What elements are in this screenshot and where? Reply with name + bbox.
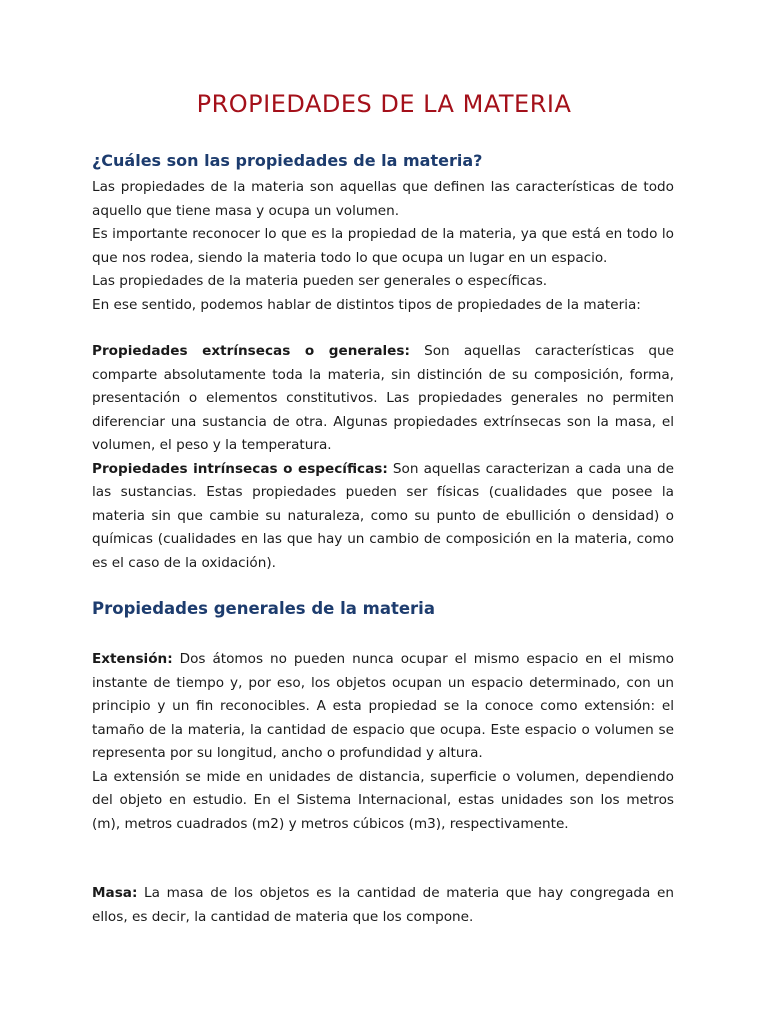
intrinsic-paragraph (92, 458, 674, 576)
extension-term: Extensión: (92, 651, 173, 667)
extrinsic-term: Propiedades extrínsecas o generales: (92, 343, 410, 359)
intrinsic-text: Son aquellas caracterizan a cada una de las sustancias. Estas propiedades pueden ser físicas (cualidades que posee la materia sin que cambie su naturaleza, como su punto de ebullición o densidad) o químicas (cualidades en las que hay un cambio de composición en la materia, como es el caso de la oxidación). (92, 460, 675, 571)
mass-term: Masa: (92, 885, 138, 901)
intrinsic-term: Propiedades intrínsecas o específicas: (92, 460, 388, 477)
intro-paragraph-3: Las propiedades de la materia pueden ser generales o específicas. (92, 273, 548, 289)
page-title: PROPIEDADES DE LA MATERIA (196, 90, 572, 118)
extrinsic-paragraph (92, 340, 674, 458)
mass-text: La masa de los objetos es la cantidad de materia que hay congregada en ellos, es decir, la cantidad de materia que los compone. (92, 885, 674, 925)
extension-text: Dos átomos no pueden nunca ocupar el mismo espacio en el mismo instante de tiempo y, por eso, los objetos ocupan un espacio determinado, con un principio y un fin reconocibles. A esta propiedad se la conoce como extensión: el tamaño de la materia, la cantidad de espacio que ocupa. Este espacio o volumen se representa por su longitud, ancho o profundidad y altura. (92, 651, 674, 761)
mass-section (92, 882, 674, 929)
extension-units-paragraph: La extensión se mide en unidades de distancia, superficie o volumen, dependiendo del objeto en estudio. En el Sistema Internacional, estas unidades son los metros (m), metros cuadrados (m2) y metros cúbicos (m3), respectivamente. (92, 768, 674, 832)
extension-section (92, 648, 674, 836)
mass-paragraph (92, 882, 674, 929)
intro-section (92, 176, 674, 317)
intro-paragraph-2: Es importante reconocer lo que es la propiedad de la materia, ya que está en todo lo que nos rodea, siendo la materia todo lo que ocupa un lugar en un espacio. (92, 226, 674, 266)
extrinsic-text: Son aquellas características que comparte absolutamente toda la materia, sin distinción de su composición, forma, presentación o elementos constitutivos. Las propiedades generales no permiten diferenciar una sustancia de otra. Algunas propiedades extrínsecas son la masa, el volumen, el peso y la temperatura. (92, 343, 674, 453)
intro-paragraph-1: Las propiedades de la materia son aquellas que definen las características de todo aquello que tiene masa y ocupa un volumen. (92, 179, 674, 219)
extension-paragraph (92, 648, 674, 766)
general-properties-heading: Propiedades generales de la materia (92, 599, 435, 618)
question-heading: ¿Cuáles son las propiedades de la materia? (92, 151, 483, 170)
intro-paragraph-4: En ese sentido, podemos hablar de distintos tipos de propiedades de la materia: (92, 296, 641, 313)
property-types-section (92, 340, 674, 575)
